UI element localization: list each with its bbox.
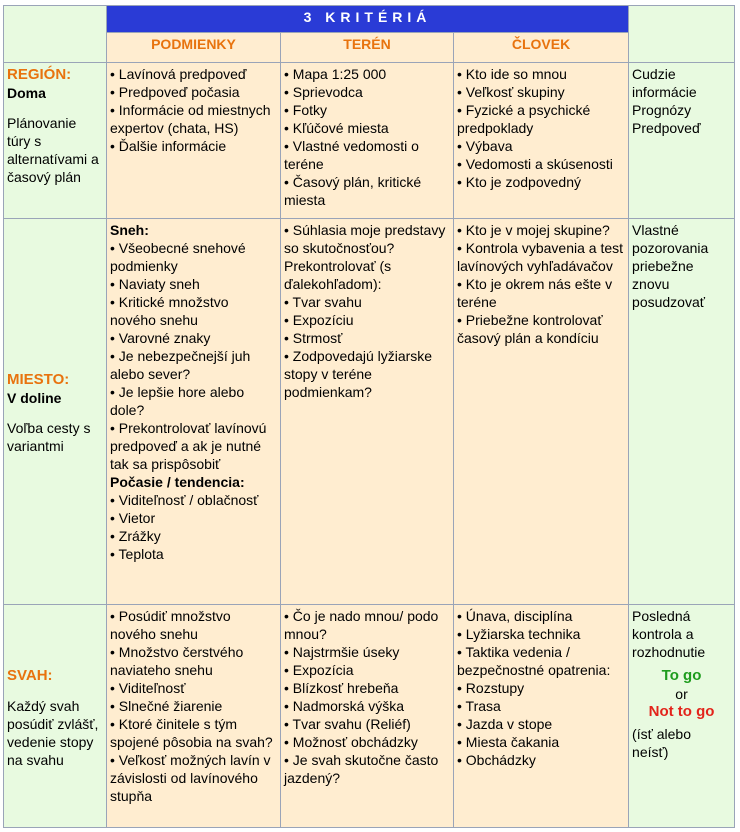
cell-svah-teren (281, 605, 454, 828)
list-item: • Priebežne kontrolovať časový plán a kondíciu (457, 311, 603, 346)
list-item: • Expozíciu (284, 311, 354, 328)
list-item: • Mapa 1:25 000 (284, 66, 387, 83)
row-header-miesto (4, 218, 107, 604)
list-item: • Najstrmšie úseky (284, 644, 400, 661)
list-item: • Súhlasia moje predstavy so skutočnosťou? (284, 221, 446, 256)
list-item: • Taktika vedenia / bezpečnostné opatrenia: (457, 644, 611, 679)
list-item: • Viditeľnosť (110, 680, 186, 697)
cell-region-summary (629, 63, 735, 219)
list-item: • Teplota (110, 545, 164, 562)
bullet-list (284, 293, 450, 401)
list-item: • Predpoveď počasia (110, 84, 240, 101)
go-label: To go (661, 667, 702, 685)
list-item: • Strmosť (284, 329, 343, 346)
note-text: Prekontrolovať (s ďalekohľadom): (284, 257, 392, 292)
list-item: • Možnosť obchádzky (284, 734, 418, 751)
list-item: • Vedomosti a skúsenosti (457, 156, 613, 173)
cell-svah-clovek (454, 605, 629, 828)
row-title: REGIÓN: (7, 66, 72, 84)
column-header-podmienky: PODMIENKY (107, 33, 281, 63)
list-item: • Kto je okrem nás ešte v teréne (457, 275, 613, 310)
bullet-list (110, 65, 277, 155)
list-item: • Veľkosť skupiny (457, 84, 565, 101)
list-item: • Prekontrolovať lavínovú predpoveď a ak je nutné tak sa prispôsobiť (110, 419, 267, 472)
list-item: • Nadmorská výška (284, 698, 405, 715)
bullet-list (457, 221, 625, 347)
list-item: • Kľúčové miesta (284, 120, 389, 137)
list-item: • Je nebezpečnejší juh alebo sever? (110, 347, 251, 382)
cell-miesto-teren (281, 218, 454, 604)
list-item: • Kontrola vybavenia a test lavínových vyhľadávačov (457, 239, 624, 274)
list-item: • Fyzické a psychické predpoklady (457, 102, 591, 137)
list-item: • Veľkosť možných lavín v závislosti od lavínového stupňa (110, 752, 271, 805)
row-description: Plánovanie túry s alternatívami a časový plán (7, 115, 99, 186)
list-item: • Sprievodca (284, 84, 363, 101)
list-item: • Kto je zodpovedný (457, 174, 581, 191)
list-item: • Informácie od miestnych expertov (chata, HS) (110, 102, 271, 137)
bullet-list (110, 607, 277, 805)
list-item: • Lavínová predpoveď (110, 66, 247, 83)
summary-line: Vlastné pozorovania priebežne znovu posudzovať (632, 221, 709, 310)
list-item: • Viditeľnosť / oblačnosť (110, 491, 259, 508)
list-item: • Zodpovedajú lyžiarske stopy v teréne podmienkam? (284, 347, 433, 400)
bullet-list (284, 221, 450, 257)
list-item: • Tvar svahu (Reliéf) (284, 716, 411, 733)
cell-region-podmienky (107, 63, 281, 219)
cell-svah-summary (629, 605, 735, 828)
list-item: • Množstvo čerstvého naviateho snehu (110, 644, 244, 679)
list-item: • Naviaty sneh (110, 275, 200, 292)
bullet-list (457, 607, 625, 769)
row-subtitle: Doma (7, 85, 46, 102)
bullet-list (284, 607, 450, 787)
row-description: Voľba cesty s variantmi (7, 419, 91, 454)
list-item: • Vietor (110, 509, 156, 526)
list-item: • Výbava (457, 138, 513, 155)
list-item: • Čo je nado mnou/ podo mnou? (284, 608, 439, 643)
bullet-list (110, 491, 277, 563)
list-item: • Expozícia (284, 662, 354, 679)
cell-miesto-clovek (454, 218, 629, 604)
column-header-teren: TERÉN (281, 33, 454, 63)
list-item: • Slnečné žiarenie (110, 698, 223, 715)
list-item: • Únava, disciplína (457, 608, 573, 625)
cell-svah-podmienky (107, 605, 281, 828)
cell-miesto-summary (629, 218, 735, 604)
list-item: • Tvar svahu (284, 293, 362, 310)
column-header-clovek: ČLOVEK (454, 33, 629, 63)
criteria-table (3, 5, 735, 828)
summary-note: (ísť alebo neísť) (632, 726, 691, 761)
cell-region-teren (281, 63, 454, 219)
list-item: • Obchádzky (457, 752, 536, 769)
list-item: • Je lepšie hore alebo dole? (110, 383, 245, 418)
list-item: • Jazda v stope (457, 716, 553, 733)
list-item: • Miesta čakania (457, 734, 560, 751)
list-item: • Rozstupy (457, 680, 525, 697)
list-item: • Ktoré činitele s tým spojené pôsobia na svah? (110, 716, 273, 751)
summary-line: Prognózy (632, 102, 692, 119)
summary-line: Predpoveď (632, 120, 701, 137)
list-item: • Kritické množstvo nového snehu (110, 293, 229, 328)
list-item: • Kto je v mojej skupine? (457, 221, 610, 238)
row-title: MIESTO: (7, 370, 70, 388)
row-title: SVAH: (7, 666, 53, 684)
list-item: • Kto ide so mnou (457, 66, 567, 83)
row-description: Každý svah posúdiť zvlášť, vedenie stopy na svahu (7, 697, 99, 768)
no-go-label: Not to go (648, 703, 715, 721)
list-item: • Lyžiarska technika (457, 626, 581, 643)
summary-line: Cudzie informácie (632, 66, 697, 101)
corner-cell (4, 6, 107, 63)
bullet-list (110, 239, 277, 473)
list-item: • Časový plán, kritické miesta (284, 174, 422, 209)
list-item: • Posúdiť množstvo nového snehu (110, 608, 231, 643)
cell-region-clovek (454, 63, 629, 219)
corner-cell-right (629, 6, 735, 63)
bullet-list (284, 65, 450, 209)
list-item: • Trasa (457, 698, 501, 715)
section-heading: Sneh: (110, 221, 149, 238)
cell-miesto-podmienky (107, 218, 281, 604)
list-item: • Všeobecné snehové podmienky (110, 239, 246, 274)
list-item: • Fotky (284, 102, 328, 119)
list-item: • Vlastné vedomosti o teréne (284, 138, 419, 173)
row-header-region (4, 63, 107, 219)
table-title: 3 KRITÉRIÁ (107, 6, 629, 33)
row-header-svah (4, 605, 107, 828)
or-label: or (675, 686, 688, 703)
list-item: • Zrážky (110, 527, 161, 544)
list-item: • Je svah skutočne často jazdený? (284, 752, 439, 787)
list-item: • Ďalšie informácie (110, 138, 227, 155)
list-item: • Blízkosť hrebeňa (284, 680, 399, 697)
section-heading: Počasie / tendencia: (110, 473, 245, 490)
row-subtitle: V doline (7, 389, 62, 406)
list-item: • Varovné znaky (110, 329, 211, 346)
summary-line: Posledná kontrola a rozhodnutie (632, 608, 706, 661)
bullet-list (457, 65, 625, 191)
